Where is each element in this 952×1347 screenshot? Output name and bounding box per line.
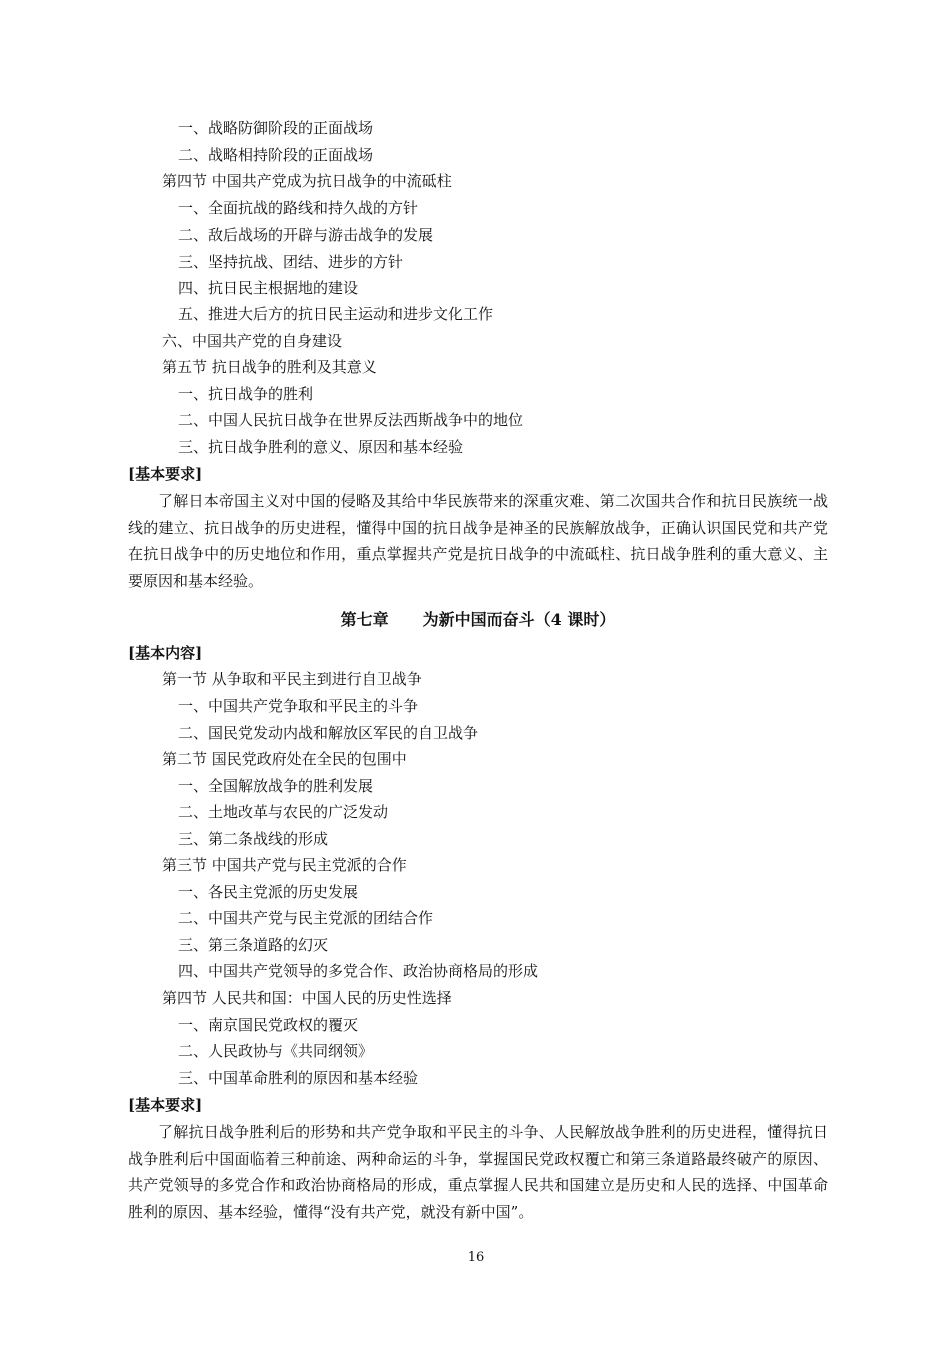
requirements-paragraph: 了解日本帝国主义对中国的侵略及其给中华民族带来的深重灾难、第二次国共合作和抗日民族统一战线的建立、抗日战争的历史进程，懂得中国的抗日战争是神圣的民族解放战争，正确认识国民党和共产党在抗日战争中的历史地位和作用，重点掌握共产党是抗日战争的中流砥柱、抗日战争胜利的重大意义、主要原因和基本经验。 [128,492,828,590]
requirements-heading: [基本要求] [128,465,203,483]
outline-item: 一、各民主党派的历史发展 [178,883,359,901]
outline-item: 一、全国解放战争的胜利发展 [178,777,374,795]
outline-item: 二、中国人民抗日战争在世界反法西斯战争中的地位 [178,411,524,429]
section-heading: 第一节 从争取和平民主到进行自卫战争 [162,670,422,688]
outline-item: 五、推进大后方的抗日民主运动和进步文化工作 [178,305,494,323]
outline-item: 三、第二条战线的形成 [178,830,329,848]
chapter-title [128,610,828,630]
outline-item: 四、中国共产党领导的多党合作、政治协商格局的形成 [178,962,539,980]
outline-item: 二、人民政协与《共同纲领》 [178,1042,374,1060]
chapter-label: 第七章 [340,610,389,629]
outline-item: 四、抗日民主根据地的建设 [178,279,359,297]
content-heading: [基本内容] [128,644,203,662]
outline-item: 一、中国共产党争取和平民主的斗争 [178,697,419,715]
outline-item: 一、抗日战争的胜利 [178,385,314,403]
outline-item: 三、抗日战争胜利的意义、原因和基本经验 [178,438,464,456]
outline-item: 一、战略防御阶段的正面战场 [178,119,374,137]
outline-item: 三、坚持抗战、团结、进步的方针 [178,253,404,271]
requirements-heading: [基本要求] [128,1096,203,1114]
section-heading: 第五节 抗日战争的胜利及其意义 [162,358,377,376]
section-heading: 第四节 人民共和国：中国人民的历史性选择 [162,989,452,1007]
outline-item: 一、南京国民党政权的覆灭 [178,1016,359,1034]
outline-item: 六、中国共产党的自身建设 [162,332,343,350]
section-heading: 第二节 国民党政府处在全民的包围中 [162,750,407,768]
section-heading: 第四节 中国共产党成为抗日战争的中流砥柱 [162,172,452,190]
outline-item: 二、国民党发动内战和解放区军民的自卫战争 [178,724,479,742]
outline-item: 一、全面抗战的路线和持久战的方针 [178,199,419,217]
chapter-name: 为新中国而奋斗（4 课时） [422,610,616,629]
section-heading: 第三节 中国共产党与民主党派的合作 [162,856,407,874]
outline-item: 二、土地改革与农民的广泛发动 [178,803,389,821]
outline-item: 三、中国革命胜利的原因和基本经验 [178,1069,419,1087]
outline-item: 三、第三条道路的幻灭 [178,936,329,954]
outline-item: 二、中国共产党与民主党派的团结合作 [178,909,434,927]
outline-item: 二、敌后战场的开辟与游击战争的发展 [178,226,434,244]
page-number: 16 [467,1250,485,1265]
outline-item: 二、战略相持阶段的正面战场 [178,146,374,164]
requirements-paragraph: 了解抗日战争胜利后的形势和共产党争取和平民主的斗争、人民解放战争胜利的历史进程，懂得抗日战争胜利后中国面临着三种前途、两种命运的斗争，掌握国民党政权覆亡和第三条道路最终破产的原因、共产党领导的多党合作和政治协商格局的形成，重点掌握人民共和国建立是历史和人民的选择、中国革命胜利的原因、基本经验，懂得“没有共产党，就没有新中国”。 [128,1123,828,1221]
